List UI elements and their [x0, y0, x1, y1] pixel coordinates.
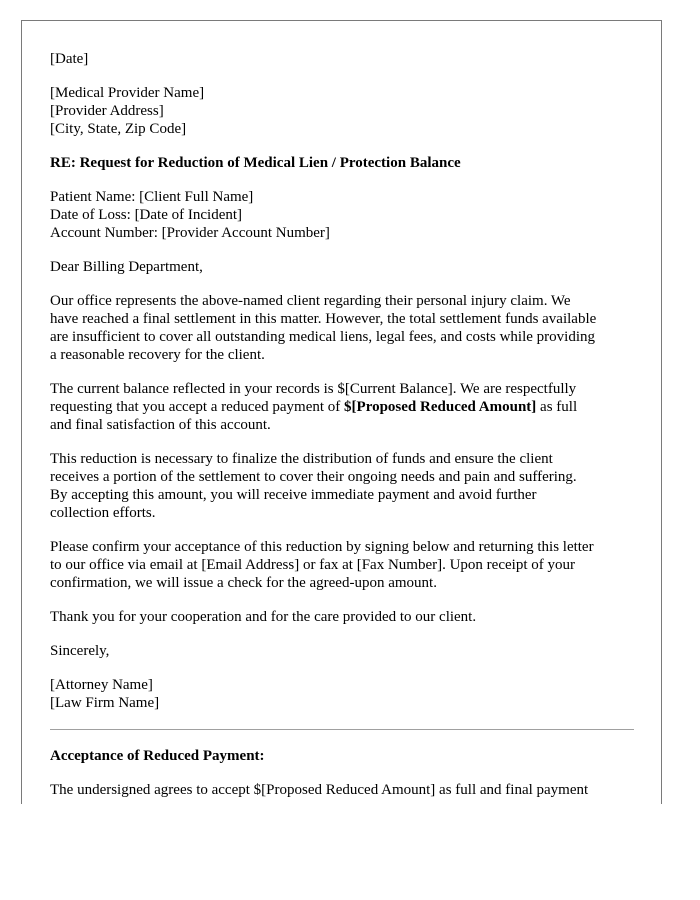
signature-block — [50, 676, 634, 712]
attorney-name: [Attorney Name] — [50, 677, 153, 693]
paragraph-line: to our office via email at [Email Address] or fax at [Fax Number]. Upon receipt of your — [50, 557, 575, 573]
recipient-address — [50, 84, 634, 138]
letter-body — [50, 50, 634, 804]
section-divider — [50, 729, 634, 730]
paragraph-line: confirmation, we will issue a check for the agreed-upon amount. — [50, 575, 437, 591]
date-of-loss: Date of Loss: [Date of Incident] — [50, 207, 243, 223]
paragraph-confirmation — [50, 538, 634, 592]
paragraph-line: receives a portion of the settlement to cover their ongoing needs and pain and suffering. — [50, 469, 577, 485]
paragraph-line: By accepting this amount, you will receive immediate payment and avoid further — [50, 487, 537, 503]
law-firm-name: [Law Firm Name] — [50, 695, 160, 711]
paragraph-line: Please confirm your acceptance of this reduction by signing below and returning this letter — [50, 539, 594, 555]
acceptance-text — [50, 781, 634, 799]
paragraph-balance-request — [50, 380, 634, 434]
paragraph-line: Our office represents the above-named client regarding their personal injury claim. We — [50, 293, 571, 309]
proposed-amount-bold: $[Proposed Reduced Amount] — [344, 399, 537, 415]
closing-text: Sincerely, — [50, 643, 110, 659]
paragraph-thanks — [50, 608, 634, 626]
subject-line — [50, 154, 634, 172]
paragraph-line: collection efforts. — [50, 505, 156, 521]
paragraph-line — [50, 398, 634, 416]
letter-page — [21, 20, 662, 804]
paragraph-line: a reasonable recovery for the client. — [50, 347, 265, 363]
paragraph-representation — [50, 292, 634, 364]
paragraph-line: have reached a final settlement in this matter. However, the total settlement funds available — [50, 311, 597, 327]
recipient-name: [Medical Provider Name] — [50, 85, 205, 101]
letter-date — [50, 50, 634, 68]
closing — [50, 642, 634, 660]
reference-block — [50, 188, 634, 242]
acceptance-heading — [50, 747, 634, 765]
date-text: [Date] — [50, 51, 89, 67]
salutation — [50, 258, 634, 276]
subject-text: RE: Request for Reduction of Medical Lien / Protection Balance — [50, 155, 461, 171]
paragraph-text: requesting that you accept a reduced payment of — [50, 399, 345, 415]
paragraph-line: Thank you for your cooperation and for the care provided to our client. — [50, 609, 477, 625]
acceptance-line: The undersigned agrees to accept $[Proposed Reduced Amount] as full and final payment — [50, 782, 589, 798]
paragraph-line: are insufficient to cover all outstanding medical liens, legal fees, and costs while providing — [50, 329, 595, 345]
account-number: Account Number: [Provider Account Number] — [50, 225, 330, 241]
paragraph-line: This reduction is necessary to finalize the distribution of funds and ensure the client — [50, 451, 553, 467]
patient-name: Patient Name: [Client Full Name] — [50, 189, 254, 205]
acceptance-heading-text: Acceptance of Reduced Payment: — [50, 748, 265, 764]
salutation-text: Dear Billing Department, — [50, 259, 203, 275]
paragraph-justification — [50, 450, 634, 522]
paragraph-text: as full — [536, 399, 578, 415]
paragraph-line: The current balance reflected in your records is $[Current Balance]. We are respectfully — [50, 381, 577, 397]
paragraph-line: and final satisfaction of this account. — [50, 417, 271, 433]
recipient-city-state-zip: [City, State, Zip Code] — [50, 121, 187, 137]
recipient-street: [Provider Address] — [50, 103, 164, 119]
